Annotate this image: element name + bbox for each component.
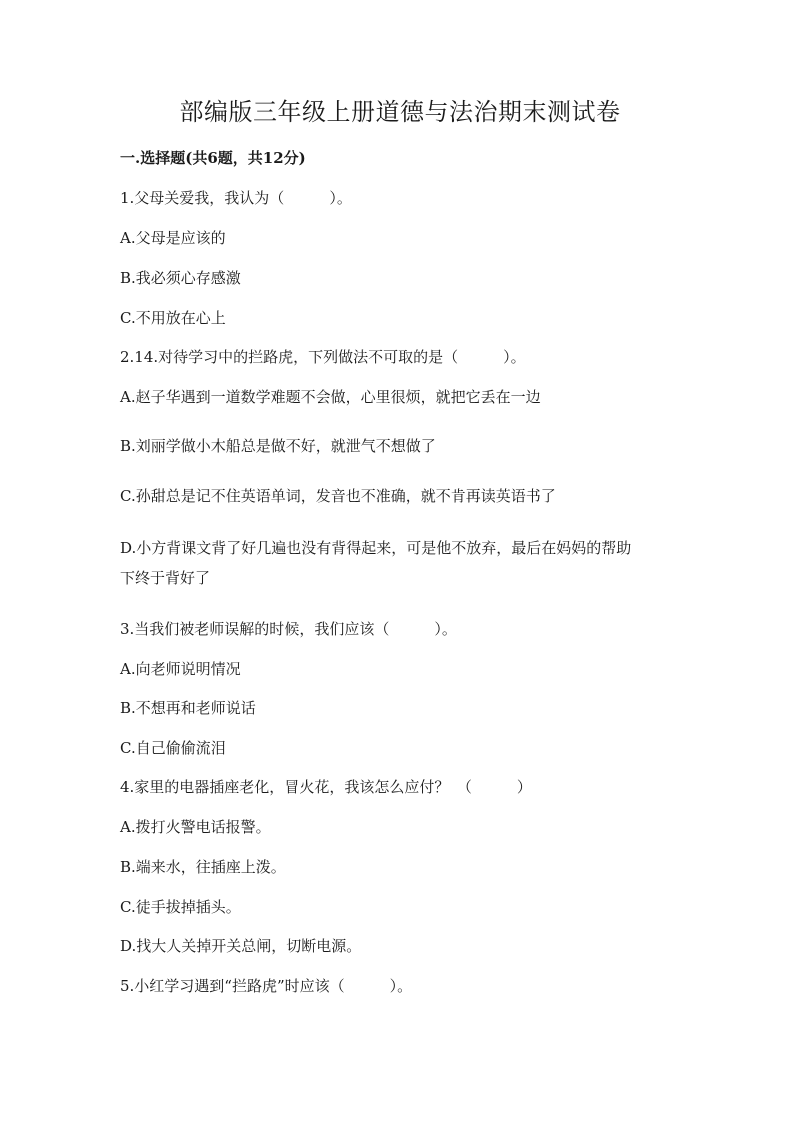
question-3-option-b: B.不想再和老师说话 bbox=[120, 699, 256, 717]
question-1-stem: 1.父母关爱我，我认为（ ）。 bbox=[120, 189, 352, 207]
question-2-stem: 2.14.对待学习中的拦路虎，下列做法不可取的是（ ）。 bbox=[120, 348, 526, 366]
question-4-option-c: C.徒手拔掉插头。 bbox=[120, 898, 241, 916]
question-2-option-d: D.小方背课文背了好几遍也没有背得起来，可是他不放弃，最后在妈妈的帮助 bbox=[120, 539, 632, 557]
question-3-stem: 3.当我们被老师误解的时候，我们应该（ ）。 bbox=[120, 620, 457, 638]
question-4-stem: 4.家里的电器插座老化，冒火花，我该怎么应付？ （ ） bbox=[120, 778, 532, 796]
question-4-option-d: D.找大人关掉开关总闸，切断电源。 bbox=[120, 937, 362, 955]
question-2-option-a: A.赵子华遇到一道数学难题不会做，心里很烦，就把它丢在一边 bbox=[120, 388, 541, 406]
question-4-option-a: A.拨打火警电话报警。 bbox=[120, 818, 271, 836]
question-2-option-b: B.刘丽学做小木船总是做不好，就泄气不想做了 bbox=[120, 437, 436, 455]
question-3-option-c: C.自己偷偷流泪 bbox=[120, 739, 226, 757]
section-heading: 一.选择题(共6题，共12分) bbox=[120, 149, 306, 167]
question-1-option-c: C.不用放在心上 bbox=[120, 309, 226, 327]
question-2-option-d-continued: 下终于背好了 bbox=[120, 569, 211, 587]
question-3-option-a: A.向老师说明情况 bbox=[120, 660, 241, 678]
question-1-option-a: A.父母是应该的 bbox=[120, 229, 226, 247]
question-2-option-c: C.孙甜总是记不住英语单词，发音也不准确，就不肯再读英语书了 bbox=[120, 487, 556, 505]
question-5-stem: 5.小红学习遇到“拦路虎”时应该（ ）。 bbox=[120, 977, 413, 995]
page-title: 部编版三年级上册道德与法治期末测试卷 bbox=[179, 98, 621, 126]
question-1-option-b: B.我必须心存感激 bbox=[120, 269, 241, 287]
question-4-option-b: B.端来水，往插座上泼。 bbox=[120, 858, 286, 876]
